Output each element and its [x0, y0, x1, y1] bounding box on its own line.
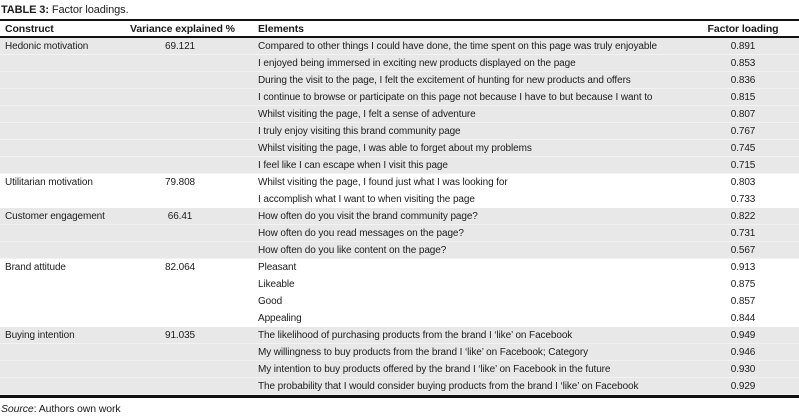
variance-cell [128, 344, 232, 361]
element-cell: How often do you visit the brand community page? [232, 208, 687, 225]
element-cell: Whilst visiting the page, I was able to forget about my problems [232, 140, 687, 157]
table-row [0, 191, 799, 208]
table-row [0, 276, 799, 293]
loading-cell: 0.715 [687, 157, 799, 174]
variance-cell [128, 55, 232, 72]
loading-cell: 0.913 [730, 262, 756, 273]
loading-cell: 0.807 [687, 106, 799, 123]
element-cell: Good [258, 296, 283, 307]
table-title [0, 3, 799, 21]
construct-cell [0, 361, 128, 378]
construct-cell [0, 225, 128, 242]
construct-cell [0, 140, 128, 157]
source-label: Source [1, 403, 34, 415]
loading-cell: 0.731 [687, 225, 799, 242]
variance-cell: 66.41 [128, 208, 232, 225]
variance-cell [128, 276, 232, 293]
element-cell: The likelihood of purchasing products from the brand I ‘like’ on Facebook [232, 327, 687, 344]
table-row [0, 208, 799, 225]
column-header-factor-loading: Factor loading [687, 21, 799, 37]
variance-cell [128, 123, 232, 140]
loading-cell: 0.844 [730, 313, 756, 324]
construct-cell [0, 89, 128, 106]
table-row [0, 242, 799, 259]
table-row [0, 310, 799, 327]
loading-cell: 0.836 [687, 72, 799, 89]
element-cell: I continue to browse or participate on this page not because I have to but because I want to [232, 89, 687, 106]
element-cell: I truly enjoy visiting this brand community page [232, 123, 687, 140]
loading-cell: 0.815 [687, 89, 799, 106]
element-cell: Pleasant [258, 262, 297, 273]
table-row [0, 293, 799, 310]
table-row [0, 72, 799, 89]
variance-cell [128, 361, 232, 378]
construct-cell: Brand attitude [5, 262, 66, 273]
variance-cell [128, 157, 232, 174]
table-row [0, 37, 799, 55]
element-cell: Whilst visiting the page, I found just what I was looking for [258, 177, 508, 188]
loading-cell: 0.803 [730, 177, 756, 188]
table-row [0, 344, 799, 361]
table-row [0, 225, 799, 242]
column-header-construct: Construct [0, 21, 128, 37]
element-cell: I accomplish what I want to when visiting the page [258, 194, 475, 205]
table-row [0, 55, 799, 72]
table-row [0, 89, 799, 106]
variance-cell [128, 106, 232, 123]
variance-cell [128, 140, 232, 157]
table-caption: Factor loadings. [51, 4, 129, 16]
element-cell: I feel like I can escape when I visit this page [232, 157, 687, 174]
construct-cell [0, 242, 128, 259]
table-header [0, 21, 799, 37]
loading-cell: 0.745 [687, 140, 799, 157]
table-row [0, 327, 799, 344]
loading-cell: 0.767 [687, 123, 799, 140]
variance-cell: 69.121 [128, 37, 232, 55]
table-row [0, 378, 799, 397]
loading-cell: 0.853 [687, 55, 799, 72]
construct-cell: Utilitarian motivation [5, 177, 93, 188]
variance-cell [128, 242, 232, 259]
table-row [0, 106, 799, 123]
construct-cell [0, 310, 128, 327]
construct-cell [0, 123, 128, 140]
variance-cell [128, 72, 232, 89]
construct-cell [0, 55, 128, 72]
table-row [0, 361, 799, 378]
table-row [0, 174, 799, 191]
factor-loadings-table [0, 21, 799, 398]
column-header-elements: Elements [232, 21, 687, 37]
loading-cell: 0.822 [687, 208, 799, 225]
loading-cell: 0.567 [687, 242, 799, 259]
variance-cell: 79.808 [165, 177, 195, 188]
construct-cell [0, 191, 128, 208]
construct-cell [0, 276, 128, 293]
header-row [0, 21, 799, 37]
construct-cell [0, 106, 128, 123]
element-cell: Likeable [258, 279, 295, 290]
construct-cell: Buying intention [0, 327, 128, 344]
variance-cell: 91.035 [128, 327, 232, 344]
variance-cell [128, 89, 232, 106]
source-note [0, 398, 799, 415]
construct-cell [0, 157, 128, 174]
variance-cell [128, 310, 232, 327]
element-cell: Whilst visiting the page, I felt a sense of adventure [232, 106, 687, 123]
element-cell: How often do you read messages on the page? [232, 225, 687, 242]
variance-cell [128, 378, 232, 397]
construct-cell: Hedonic motivation [0, 37, 128, 55]
loading-cell: 0.891 [687, 37, 799, 55]
construct-cell [0, 378, 128, 397]
element-cell: How often do you like content on the page? [232, 242, 687, 259]
construct-cell: Customer engagement [0, 208, 128, 225]
element-cell: Compared to other things I could have done, the time spent on this page was truly enjoyable [232, 37, 687, 55]
construct-cell [0, 293, 128, 310]
construct-cell [0, 72, 128, 89]
element-cell: Appealing [258, 313, 302, 324]
column-header-variance: Variance explained % [128, 21, 232, 37]
element-cell: The probability that I would consider buying products from the brand I ‘like’ on Facebook [232, 378, 687, 397]
table-body [0, 37, 799, 397]
loading-cell: 0.946 [687, 344, 799, 361]
element-cell: I enjoyed being immersed in exciting new products displayed on the page [232, 55, 687, 72]
element-cell: During the visit to the page, I felt the excitement of hunting for new products and offers [232, 72, 687, 89]
variance-cell: 82.064 [165, 262, 195, 273]
element-cell: My intention to buy products offered by the brand I ‘like’ on Facebook in the future [232, 361, 687, 378]
table-row [0, 157, 799, 174]
table-row [0, 123, 799, 140]
loading-cell: 0.857 [730, 296, 756, 307]
loading-cell: 0.929 [687, 378, 799, 397]
loading-cell: 0.930 [687, 361, 799, 378]
construct-cell [0, 344, 128, 361]
table-number-label: TABLE 3: [1, 4, 49, 16]
table-row [0, 140, 799, 157]
variance-cell [128, 293, 232, 310]
source-text: : Authors own work [33, 403, 121, 415]
variance-cell [128, 225, 232, 242]
table-row [0, 259, 799, 276]
variance-cell [128, 191, 232, 208]
element-cell: My willingness to buy products from the brand I ‘like’ on Facebook; Category [232, 344, 687, 361]
loading-cell: 0.875 [730, 279, 756, 290]
loading-cell: 0.949 [687, 327, 799, 344]
loading-cell: 0.733 [730, 194, 756, 205]
